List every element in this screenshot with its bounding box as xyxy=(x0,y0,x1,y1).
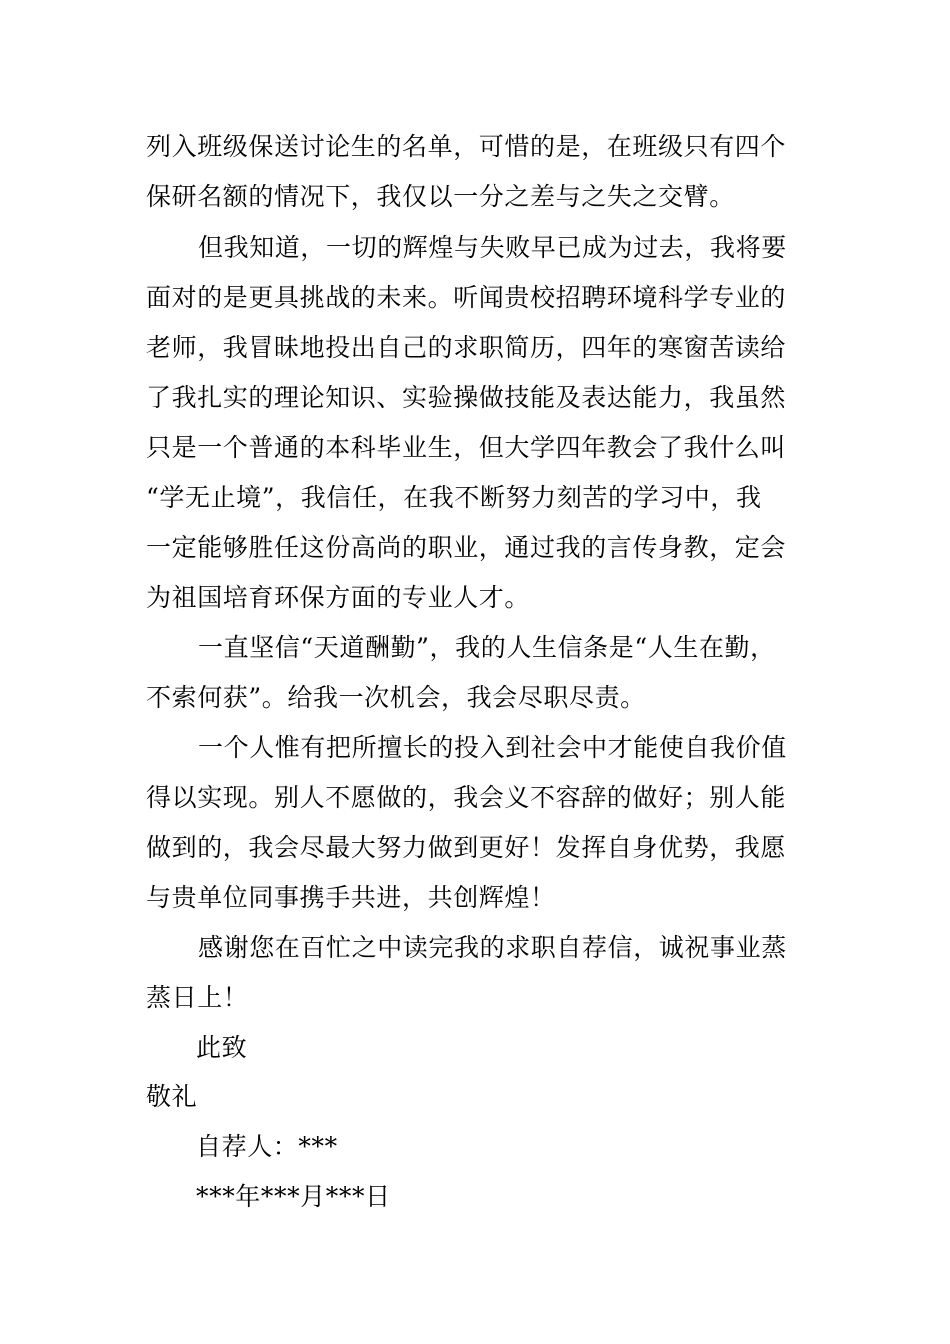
signature-date: ***年***月***日 xyxy=(196,1182,391,1211)
body-text-line: 了我扎实的理论知识、实验操做技能及表达能力，我虽然 xyxy=(146,383,787,412)
body-text-line: 只是一个普通的本科毕业生，但大学四年教会了我什么叫 xyxy=(146,433,787,462)
body-text-line: 老师，我冒昧地投出自己的求职简历，四年的寒窗苦读给 xyxy=(146,333,787,362)
body-text-line: 保研名额的情况下，我仅以一分之差与之失之交臂。 xyxy=(146,182,735,211)
body-text-line: 不索何获”。给我一次机会，我会尽职尽责。 xyxy=(146,683,646,712)
body-text-line: 蒸日上！ xyxy=(146,983,249,1012)
body-text-line: 得以实现。别人不愿做的，我会义不容辞的做好；别人能 xyxy=(146,783,787,812)
closing-salute: 敬礼 xyxy=(146,1082,198,1111)
paragraph-first-line: 感谢您在百忙之中读完我的求职自荐信，诚祝事业蒸 xyxy=(198,933,787,962)
body-text-line: 一定能够胜任这份高尚的职业，通过我的言传身教，定会 xyxy=(146,533,787,562)
signature-name: 自荐人：*** xyxy=(196,1132,338,1161)
body-text-line: 为祖国培育环保方面的专业人才。 xyxy=(146,583,531,612)
body-text-line: 与贵单位同事携手共进，共创辉煌！ xyxy=(146,883,556,912)
paragraph-first-line: 但我知道，一切的辉煌与失败早已成为过去，我将要 xyxy=(198,233,787,262)
body-text-line: 列入班级保送讨论生的名单，可惜的是，在班级只有四个 xyxy=(146,132,787,161)
body-text-line: “学无止境”，我信任，在我不断努力刻苦的学习中，我 xyxy=(146,483,762,512)
paragraph-first-line: 一个人惟有把所擅长的投入到社会中才能使自我价值 xyxy=(198,733,787,762)
body-text-line: 做到的，我会尽最大努力做到更好！发挥自身优势，我愿 xyxy=(146,833,787,862)
closing-greeting: 此致 xyxy=(196,1033,248,1062)
body-text-line: 面对的是更具挑战的未来。听闻贵校招聘环境科学专业的 xyxy=(146,283,787,312)
paragraph-first-line: 一直坚信“天道酬勤”，我的人生信条是“人生在勤， xyxy=(198,633,776,662)
